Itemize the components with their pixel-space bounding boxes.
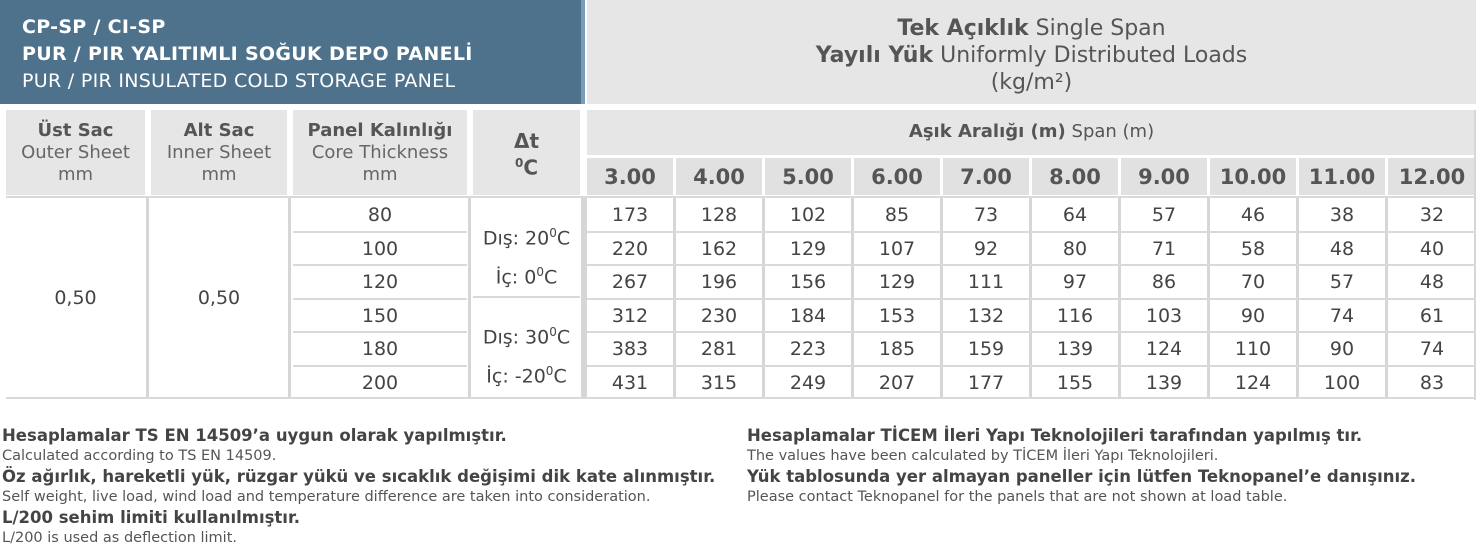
- load-value-cell: 74: [1329, 304, 1355, 327]
- load-value-cell: 73: [973, 204, 999, 226]
- delta-t-unit: $^0$C: [514, 155, 539, 180]
- load-value-cell: 159: [967, 338, 1005, 360]
- load-value-cell: 129: [789, 237, 827, 260]
- load-value-cell: 162: [700, 237, 738, 260]
- grid-hline: [6, 196, 1476, 198]
- load-value-cell: 40: [1419, 237, 1445, 260]
- col-header-core-thickness: [293, 110, 467, 195]
- notes-left: [2, 425, 732, 548]
- load-value-cell: 223: [789, 338, 827, 360]
- left-note-2-bold: Öz ağırlık, hareketli yük, rüzgar yükü ve sıcaklık değişimi dik kate alınmıştır.: [2, 467, 716, 486]
- temp-outside-1: Dış: $20^0C$: [482, 226, 571, 250]
- load-value-cell: 116: [1056, 304, 1094, 327]
- outer-sheet-unit: mm: [57, 164, 94, 185]
- load-value-cell: 100: [1323, 371, 1361, 394]
- left-note-3-small: L/200 is used as deflection limit.: [2, 530, 238, 546]
- load-value-cell: 83: [1419, 371, 1445, 394]
- load-value-cell: 132: [967, 304, 1005, 327]
- right-note-1-small: The values have been calculated by TİCEM İleri Yapı Teknolojileri.: [747, 448, 1219, 464]
- load-value-cell: 38: [1329, 204, 1355, 226]
- span-header-7.00: 7.00: [943, 158, 1029, 195]
- core-thickness-cell: 180: [361, 338, 399, 360]
- temp-inside-2: İç: $-20^0C$: [486, 364, 567, 388]
- title-accent-bar: [581, 0, 585, 104]
- load-value-cell: 124: [1234, 371, 1272, 394]
- load-value-cell: 249: [789, 371, 827, 394]
- right-note-1-bold: Hesaplamalar TİCEM İleri Yapı Teknolojileri tarafından yapılmış tır.: [747, 426, 1363, 445]
- load-value-cell: 85: [884, 204, 910, 226]
- span-header-10.00: 10.00: [1210, 158, 1296, 195]
- load-value-cell: 32: [1419, 204, 1445, 226]
- load-value-cell: 107: [878, 237, 916, 260]
- load-value-cell: 57: [1329, 271, 1355, 293]
- title-block: [0, 0, 583, 104]
- load-value-cell: 48: [1329, 237, 1355, 260]
- grid-vline: [468, 198, 471, 398]
- load-type-en: Uniformly Distributed Loads: [940, 43, 1248, 68]
- core-thickness-unit: mm: [362, 164, 398, 185]
- col-header-delta-t: [473, 110, 580, 195]
- span-header-3.00: 3.00: [587, 158, 673, 195]
- span-header-9.00: 9.00: [1121, 158, 1207, 195]
- grid-hline: [587, 331, 1476, 333]
- grid-hline: [293, 365, 467, 367]
- grid-hline: [587, 298, 1476, 300]
- load-value-cell: 139: [1145, 371, 1183, 394]
- outer-sheet-en: Outer Sheet: [21, 142, 130, 163]
- load-type-line: [587, 42, 1476, 69]
- load-value-cell: 71: [1151, 237, 1177, 260]
- load-value-cell: 70: [1240, 271, 1266, 293]
- load-value-cell: 90: [1240, 304, 1266, 327]
- temp-group-2: [473, 315, 580, 394]
- load-value-cell: 431: [611, 371, 649, 394]
- col-header-inner-sheet: [151, 110, 287, 195]
- load-unit: (kg/m²): [990, 70, 1073, 95]
- load-value-cell: 64: [1062, 204, 1088, 226]
- grid-vline: [146, 198, 149, 398]
- left-note-3-bold: L/200 sehim limiti kullanılmıştır.: [2, 508, 301, 527]
- load-value-cell: 196: [700, 271, 738, 293]
- load-value-cell: 155: [1056, 371, 1094, 394]
- outer-sheet-tr: Üst Sac: [37, 120, 114, 141]
- load-value-cell: 102: [789, 204, 827, 226]
- load-type-header: [587, 0, 1476, 104]
- inner-sheet-tr: Alt Sac: [183, 120, 255, 141]
- span-type-en: Single Span: [1035, 16, 1166, 41]
- core-thickness-cell: 80: [367, 204, 393, 226]
- core-thickness-cell: 200: [361, 371, 399, 394]
- span-type-line: [587, 15, 1476, 42]
- core-thickness-cell: 100: [361, 237, 399, 260]
- span-header-8.00: 8.00: [1032, 158, 1118, 195]
- load-value-cell: 207: [878, 371, 916, 394]
- load-value-cell: 124: [1145, 338, 1183, 360]
- load-value-cell: 128: [700, 204, 738, 226]
- left-note-1-small: Calculated according to TS EN 14509.: [2, 448, 277, 464]
- notes-right: [747, 425, 1472, 507]
- load-value-cell: 92: [973, 237, 999, 260]
- load-value-cell: 184: [789, 304, 827, 327]
- load-value-cell: 153: [878, 304, 916, 327]
- inner-sheet-unit: mm: [201, 164, 237, 185]
- inner-sheet-en: Inner Sheet: [166, 142, 272, 163]
- product-code: CP-SP / CI-SP: [22, 16, 166, 38]
- left-note-1-bold: Hesaplamalar TS EN 14509’a uygun olarak yapılmıştır.: [2, 426, 507, 445]
- grid-hline: [293, 298, 467, 300]
- grid-hline: [587, 264, 1476, 266]
- span-header-11.00: 11.00: [1299, 158, 1385, 195]
- load-value-cell: 61: [1419, 304, 1445, 327]
- load-value-cell: 139: [1056, 338, 1094, 360]
- load-value-cell: 267: [611, 271, 649, 293]
- load-value-cell: 86: [1151, 271, 1177, 293]
- grid-vline: [288, 198, 291, 398]
- load-value-cell: 156: [789, 271, 827, 293]
- load-value-cell: 312: [611, 304, 649, 327]
- load-value-cell: 315: [700, 371, 738, 394]
- grid-hline: [587, 231, 1476, 233]
- load-value-cell: 80: [1062, 237, 1088, 260]
- load-value-cell: 58: [1240, 237, 1266, 260]
- load-value-cell: 185: [878, 338, 916, 360]
- product-title-tr: PUR / PIR YALITIMLI SOĞUK DEPO PANELİ: [22, 43, 473, 65]
- load-value-cell: 48: [1419, 271, 1445, 293]
- temp-outside-2: Dış: $30^0C$: [482, 325, 571, 349]
- load-value-cell: 230: [700, 304, 738, 327]
- core-thickness-cell: 120: [361, 271, 399, 293]
- core-thickness-cell: 150: [361, 304, 399, 327]
- product-title-en: PUR / PIR INSULATED COLD STORAGE PANEL: [22, 70, 456, 92]
- load-value-cell: 90: [1329, 338, 1355, 360]
- delta-t-label: Δt: [513, 129, 540, 153]
- load-value-cell: 173: [611, 204, 649, 226]
- load-type-tr: Yayılı Yük: [815, 43, 934, 68]
- span-header-4.00: 4.00: [676, 158, 762, 195]
- grid-hline: [293, 264, 467, 266]
- load-value-cell: 110: [1234, 338, 1272, 360]
- load-value-cell: 177: [967, 371, 1005, 394]
- load-value-cell: 74: [1419, 338, 1445, 360]
- left-note-2-small: Self weight, live load, wind load and temperature difference are taken into consideration.: [2, 489, 651, 505]
- core-thickness-tr: Panel Kalınlığı: [307, 120, 453, 141]
- span-header-5.00: 5.00: [765, 158, 851, 195]
- grid-hline: [6, 397, 1476, 399]
- load-value-cell: 97: [1062, 271, 1088, 293]
- load-value-cell: 111: [967, 271, 1005, 293]
- load-value-cell: 220: [611, 237, 649, 260]
- load-value-cell: 129: [878, 271, 916, 293]
- grid-hline: [293, 331, 467, 333]
- span-header-12.00: 12.00: [1388, 158, 1476, 195]
- span-label-en: Span (m): [1071, 121, 1155, 142]
- load-value-cell: 103: [1145, 304, 1183, 327]
- temp-group-1: [473, 216, 580, 295]
- right-note-2-bold: Yük tablosunda yer almayan paneller için lütfen Teknopanel’e danışınız.: [747, 467, 1417, 486]
- load-value-cell: 281: [700, 338, 738, 360]
- right-note-2-small: Please contact Teknopanel for the panels that are not shown at load table.: [747, 489, 1288, 505]
- col-header-outer-sheet: [6, 110, 145, 195]
- span-type-tr: Tek Açıklık: [897, 16, 1029, 41]
- grid-hline: [587, 365, 1476, 367]
- grid-hline: [473, 296, 580, 298]
- inner-sheet-value: 0,50: [197, 287, 241, 309]
- load-value-cell: 383: [611, 338, 649, 360]
- load-value-cell: 57: [1151, 204, 1177, 226]
- outer-sheet-value: 0,50: [54, 287, 97, 309]
- core-thickness-en: Core Thickness: [311, 142, 449, 163]
- grid-hline: [293, 231, 467, 233]
- temp-inside-1: İç: $0^0C$: [495, 265, 558, 289]
- col-header-span: [587, 110, 1476, 155]
- span-label-tr: Aşık Aralığı (m): [908, 121, 1066, 142]
- load-value-cell: 46: [1240, 204, 1266, 226]
- span-header-6.00: 6.00: [854, 158, 940, 195]
